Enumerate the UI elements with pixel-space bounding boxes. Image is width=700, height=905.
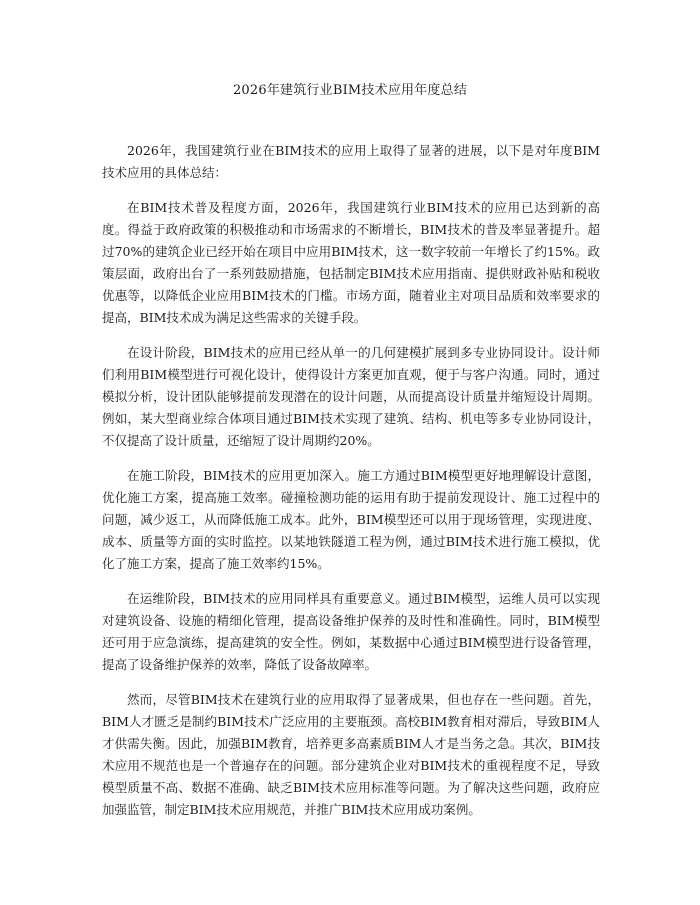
document-title: 2026年建筑行业BIM技术应用年度总结 — [232, 83, 468, 98]
paragraph-construction-stage: 在施工阶段，BIM技术的应用更加深入。施工方通过BIM模型更好地理解设计意图，优化施工方案，提高施工效率。碰撞检测功能的运用有助于提前发现设计、施工过程中的问题，减少返工，从而降低施工成本。此外，BIM模型还可以用于现场管理，实现进度、成本、质量等方面的实时监控。以某地铁隧道工程为例，通过BIM技术进行施工模拟，优化了施工方案，提高了施工效率约15%。 — [102, 468, 600, 571]
paragraph-problems: 然而，尽管BIM技术在建筑行业的应用取得了显著成果，但也存在一些问题。首先，BIM人才匮乏是制约BIM技术广泛应用的主要瓶颈。高校BIM教育相对滞后，导致BIM人才供需失衡。因此，加强BIM教育，培养更多高素质BIM人才是当务之急。其次，BIM技术应用不规范也是一个普遍存在的问题。部分建筑企业对BIM技术的重视程度不足，导致模型质量不高、数据不准确、缺乏BIM技术应用标准等问题。为了解决这些问题，政府应加强监管，制定BIM技术应用规范，并推广BIM技术应用成功案例。 — [102, 692, 600, 817]
paragraph-design-stage: 在设计阶段，BIM技术的应用已经从单一的几何建模扩展到多专业协同设计。设计师们利用BIM模型进行可视化设计，使得设计方案更加直观，便于与客户沟通。同时，通过模拟分析，设计团队能够提前发现潜在的设计问题，从而提高设计质量并缩短设计周期。例如，某大型商业综合体项目通过BIM技术实现了建筑、结构、机电等多专业协同设计，不仅提高了设计质量，还缩短了设计周期约20%。 — [102, 345, 600, 448]
paragraph-adoption: 在BIM技术普及程度方面，2026年，我国建筑行业BIM技术的应用已达到新的高度。得益于政府政策的积极推动和市场需求的不断增长，BIM技术的普及率显著提升。超过70%的建筑企业已经开始在项目中应用BIM技术，这一数字较前一年增长了约15%。政策层面，政府出台了一系列鼓励措施，包括制定BIM技术应用指南、提供财政补贴和税收优惠等，以降低企业应用BIM技术的门槛。市场方面，随着业主对项目品质和效率要求的提高，BIM技术成为满足这些需求的关键手段。 — [102, 200, 600, 325]
document-body — [102, 140, 600, 834]
paragraph-operation-stage: 在运维阶段，BIM技术的应用同样具有重要意义。通过BIM模型，运维人员可以实现对建筑设备、设施的精细化管理，提高设备维护保养的及时性和准确性。同时，BIM模型还可用于应急演练，提高建筑的安全性。例如，某数据中心通过BIM模型进行设备管理，提高了设备维护保养的效率，降低了设备故障率。 — [102, 591, 600, 672]
paragraph-intro: 2026年，我国建筑行业在BIM技术的应用上取得了显著的进展，以下是对年度BIM技术应用的具体总结： — [102, 143, 600, 180]
